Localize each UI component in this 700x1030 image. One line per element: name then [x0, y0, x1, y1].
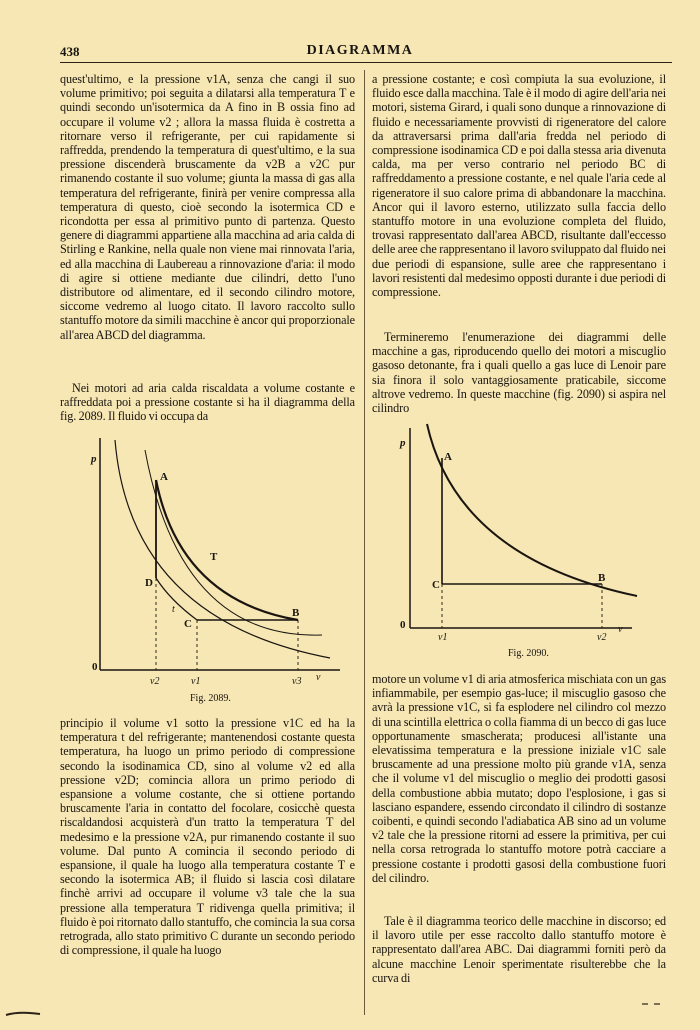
column-divider [364, 70, 365, 1015]
label-origin: 0 [400, 619, 406, 631]
right-paragraph-3: motore un volume v1 di aria atmosferica mischiata con un gas infiammabile, per esempio gas-luce; il miscuglio gasoso che avrà la pressione v1C, si fa esplodere nel cilindro col mezzo di una scintilla elettrica o colla fiamma di un becco di gas luce opportunamente smascherata; producesi all'istante una elevatissima temperatura e la pressione iniziale v1C sale bruscamente ad una pressione molto più grande v1A, senza che il volume v1 del miscuglio o meglio dei prodotti gasosi della combustione abbia mutato; dopo l'esplosione, i gas si lasciano espandere, essendo circondato il cilindro di sostanze coibenti, e quindi secondo l'adiabatica AB sino ad un volume v2 tale che la pressione ritorni ad essere la primitiva, per cui nella corsa retrograda lo stantuffo motore potrà cacciare a pressione costante i prodotti gasosi della combustione fuori del cilindro. [372, 672, 666, 885]
ink-mark [4, 1008, 44, 1020]
header-rule [60, 62, 672, 63]
label-A: A [444, 451, 452, 463]
label-v2: v2 [150, 676, 160, 687]
label-v: v [316, 672, 321, 683]
left-paragraph-1: quest'ultimo, e la pressione v1A, senza che cangi il suo volume primitivo; poi seguita a dilatarsi alla temperatura T e quindi secondo un'isotermica da A fino in B ossia fino ad occupare il volume v2 ; allora la massa fluida è costretta a ritornare verso il refrigerante, per cui rapidamente si raffredda, prendendo la temperatura di quest'ultimo, e la sua pressione discenderà bruscamente da v2B a v2C pur rimanendo costante il suo volume; giunta la massa di gas alla temperatura del refrigerante, finirà per venire compressa alla temperatura di questo, cioè secondo la isotermica CD e ricondotta per essa al primitivo punto di partenza. Questo genere di diagrammi appartiene alla macchina ad aria calda di Stirling e Rankine, nella quale non viene mai rinnovata l'aria, ed alla macchina di Laubereau a rinnovazione d'aria: il modo di agire si ottiene mediante due cilindri, detto l'uno distributore od alimentare, ed il secondo cilindro motore, siccome vedremo al luogo citato. Il lavoro raccolto sullo stantuffo motore da simili macchine è ancor qui proporzionale all'area ABCD del diagramma. [60, 72, 355, 342]
figure-2090-caption: Fig. 2090. [508, 648, 549, 659]
label-C: C [432, 579, 440, 591]
label-origin: 0 [92, 661, 98, 673]
label-D: D [145, 577, 153, 589]
outer-curve [115, 440, 330, 658]
figure-2089-diagram [60, 430, 360, 690]
ink-dashes [640, 1000, 670, 1008]
left-paragraph-2: Nei motori ad aria calda riscaldata a volume costante e raffreddata poi a pressione costante si ha il diagramma della fig. 2089. Il fluido vi occupa da [60, 381, 355, 424]
label-v: v [618, 624, 623, 635]
label-v2: v2 [597, 632, 607, 643]
label-B: B [598, 572, 606, 584]
right-paragraph-2: Termineremo l'enumerazione dei diagrammi delle macchine a gas, riproducendo quello dei motori a miscuglio gasoso detonante, fra i quali quello a gas luce di Lenoir pare sia finora il solo vantaggiosamente praticabile, siccome altrove vedremo. In queste macchine (fig. 2090) si aspira nel cilindro [372, 330, 666, 416]
label-T: T [210, 551, 218, 563]
left-paragraph-3: principio il volume v1 sotto la pressione v1C ed ha la temperatura t del refrigerante; mantenendosi costante questa temperatura, ha luogo un primo periodo di compressione secondo la isodinamica CD, sino al volume v2 ed alla pressione v2D; comincia allora un primo periodo di espansione a volume costante, che si ottiene portando bruscamente l'aria in contatto del focolare, cosicchè questa riscaldandosi acquisterà d'un tratto la temperatura T del medesimo e la pressione v2A, pur rimanendo costante il suo volume. Dal punto A comincia il secondo periodo di espansione, il quale ha luogo alla temperatura costante T e secondo la isotermica AB; il fluido si lascia così dilatare finchè arrivi ad occupare il volume v3 tale che la sua pressione alla temperatura T ridivenga quella primitiva; il fluido è poi ritornato dallo stantuffo, che comincia la sua corsa retrograda, allo stato primitivo C durante un secondo periodo di compressione, il quale ha luogo [60, 716, 355, 958]
label-B: B [292, 607, 300, 619]
running-title: DIAGRAMMA [306, 43, 414, 58]
label-A: A [160, 471, 168, 483]
figure-2090-diagram [372, 418, 666, 643]
label-v1: v1 [438, 632, 448, 643]
figure-2089-caption: Fig. 2089. [190, 693, 231, 704]
page-header [60, 40, 660, 62]
right-paragraph-1: a pressione costante; e così compiuta la sua evoluzione, il fluido esce dalla macchina. Tale è il modo di agire dell'aria nei motori, sistema Girard, i quali sono dunque a rinnovazione di fluido e necessariamente provvisti di rigeneratore del calore da attraversarsi prima dall'aria fredda nel periodo di compressione isodinamica CD e poi dalla stessa aria divenuta calda, ma per verso contrario nel periodo BC di raffreddamento a pressione costante, e nel quale l'aria cede al rigeneratore il suo calore prima di abbandonare la macchina. Ancor qui il lavoro esterno, utilizzato sulla faccia dello stantuffo motore in una evoluzione completa del fluido, trovasi rappresentato dall'area ABCD, risultante dall'eccesso delle aree che rappresentano il lavoro sviluppato dal fluido nei due periodi di espansione, sulle aree che rappresentano i lavori resistenti dal medesimo opposti durante i due periodi di compressione. [372, 72, 666, 300]
label-C: C [184, 618, 192, 630]
label-t: t [172, 604, 175, 615]
right-paragraph-4: Tale è il diagramma teorico delle macchine in discorso; ed il lavoro utile per esse raccolto dallo stantuffo motore è rappresentato dall'area ABC. Dai diagrammi forniti però da alcune macchine Lenoir sperimentate risulterebbe che la curva di [372, 914, 666, 985]
label-p: p [91, 453, 97, 465]
page-number: 438 [60, 44, 80, 59]
adiabatic-AB [427, 424, 637, 596]
label-v3: v3 [292, 676, 302, 687]
label-p: p [400, 437, 406, 449]
label-v1: v1 [191, 676, 201, 687]
